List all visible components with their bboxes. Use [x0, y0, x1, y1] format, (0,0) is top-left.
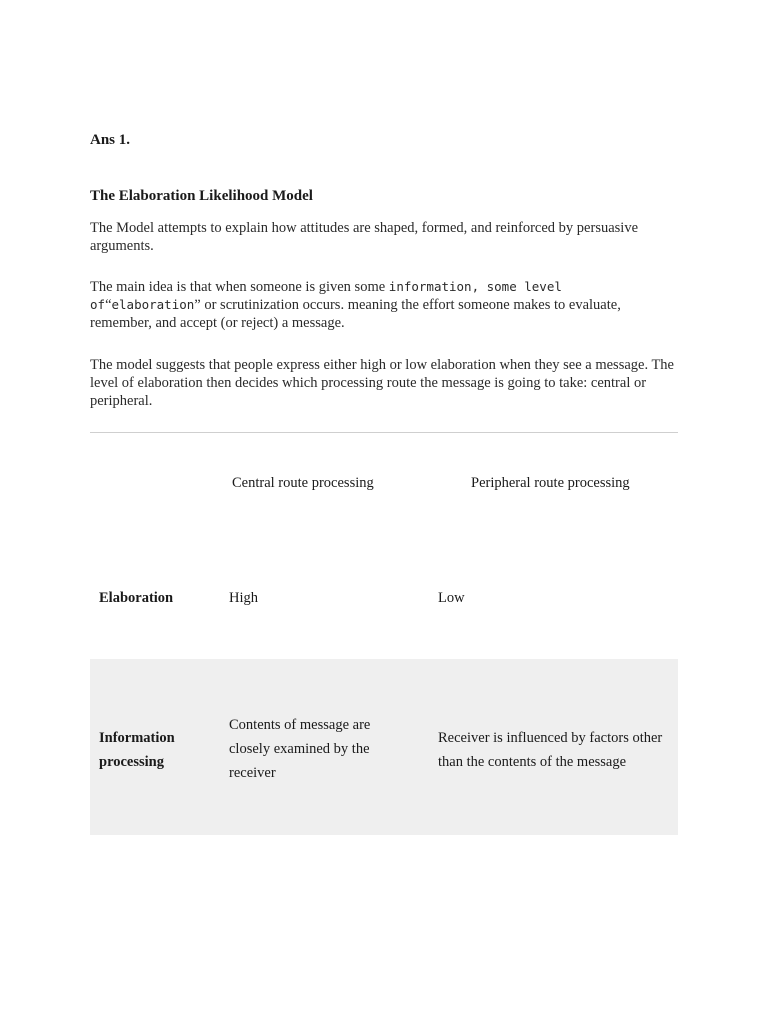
main-idea-open-quote: “	[105, 297, 112, 313]
divider	[90, 432, 678, 433]
paragraph-model-suggestion: The model suggests that people express either high or low elaboration when they see a message. The level of elaboration then decides which processing route the message is going to take: central or peripheral.	[90, 357, 674, 409]
cell-information-peripheral: Receiver is influenced by factors other than the contents of the message	[438, 730, 663, 770]
cell-elaboration-peripheral: Low	[438, 590, 465, 606]
paragraph-main-idea	[90, 278, 678, 332]
table-header-peripheral: Peripheral route processing	[471, 475, 630, 491]
section-title: The Elaboration Likelihood Model	[90, 188, 313, 204]
cell-information-central: Contents of message are closely examined by the receiver	[229, 717, 371, 781]
answer-label: Ans 1.	[90, 132, 131, 148]
row-label-elaboration: Elaboration	[99, 590, 174, 606]
main-idea-mono-1: information, some level of	[90, 279, 562, 312]
main-idea-text-2: ” or scrutinization occurs. meaning the effort someone makes to evaluate, remember, and accept (or reject) a message.	[90, 297, 621, 331]
main-idea-text-1: The main idea is that when someone is given some	[90, 279, 389, 295]
cell-elaboration-central: High	[229, 590, 258, 606]
row-label-information: Information processing	[99, 730, 175, 770]
table-header-central: Central route processing	[232, 475, 374, 491]
main-idea-mono-2: elaboration	[111, 297, 195, 312]
paragraph-model-definition: The Model attempts to explain how attitudes are shaped, formed, and reinforced by persuasive arguments.	[90, 220, 639, 254]
